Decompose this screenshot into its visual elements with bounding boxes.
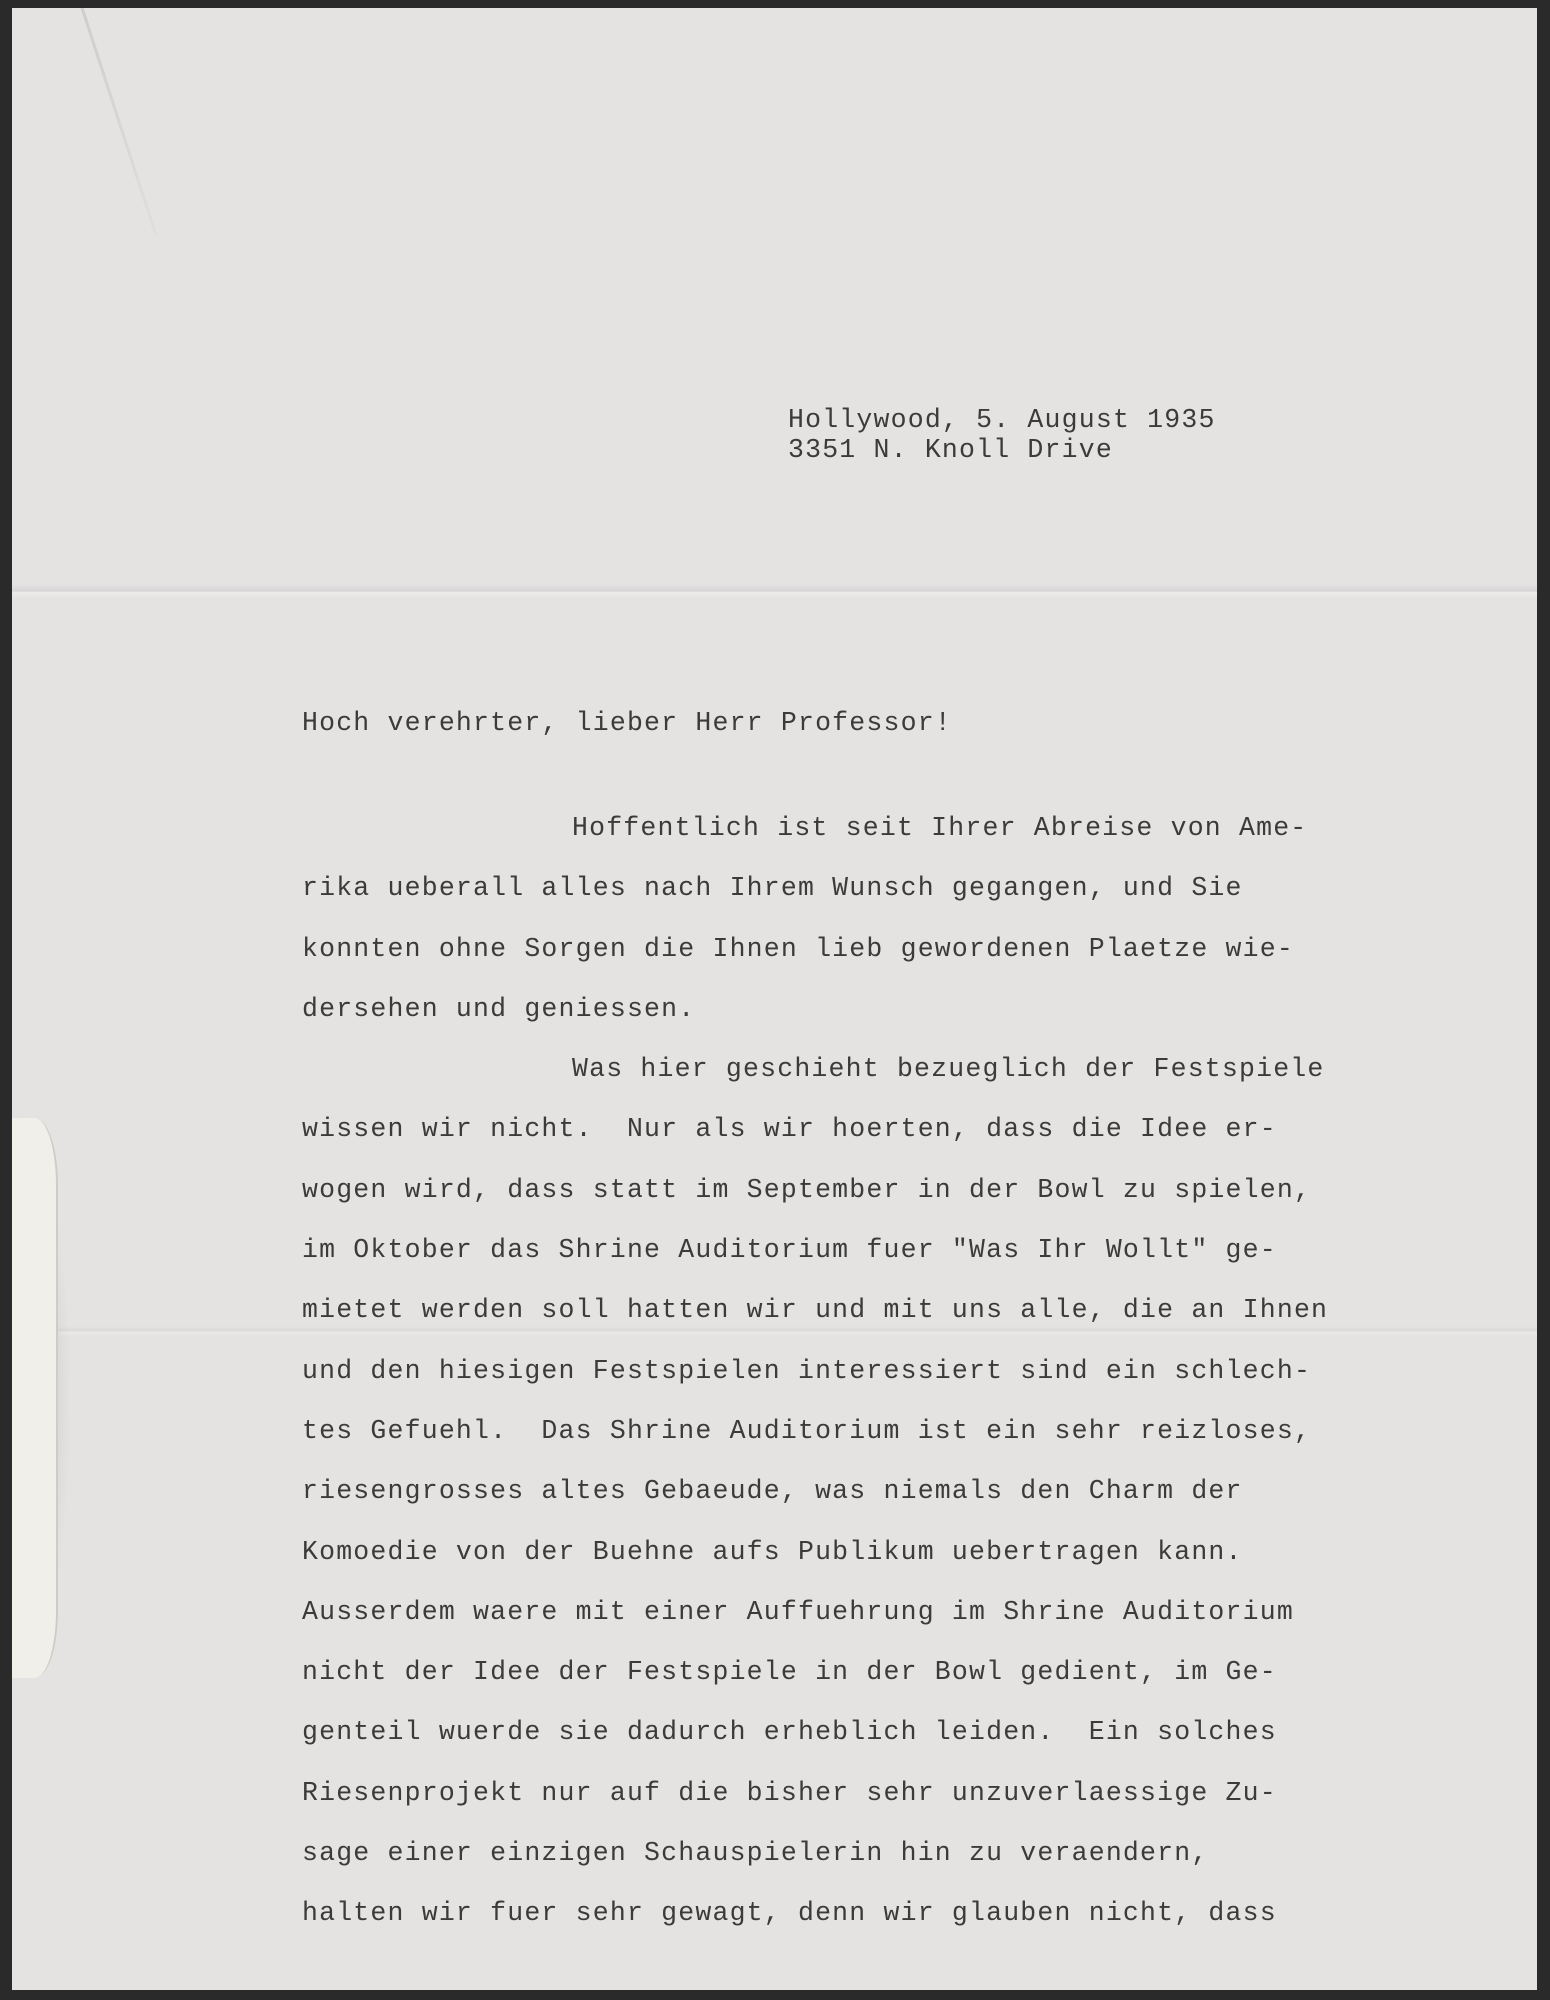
sender-address: 3351 N. Knoll Drive: [788, 435, 1113, 465]
body-line: Was hier geschieht bezueglich der Festspiele: [572, 1054, 1325, 1085]
letter-header: [788, 405, 1216, 465]
body-line: rika ueberall alles nach Ihrem Wunsch gegangen, und Sie: [302, 873, 1243, 904]
body-line: tes Gefuehl. Das Shrine Auditorium ist ein sehr reizloses,: [302, 1415, 1312, 1446]
body-line: dersehen und geniessen.: [302, 993, 696, 1024]
body-line: genteil wuerde sie dadurch erheblich leiden. Ein solches: [302, 1717, 1277, 1748]
body-line: Hoffentlich ist seit Ihrer Abreise von Ame-: [572, 813, 1308, 843]
body-line: wissen wir nicht. Nur als wir hoerten, dass die Idee er-: [302, 1114, 1277, 1145]
paper-crease: [74, 8, 157, 235]
body-line: im Oktober das Shrine Auditorium fuer "Was Ihr Wollt" ge-: [302, 1235, 1277, 1266]
body-line: konnten ohne Sorgen die Ihnen lieb gewordenen Plaetze wie-: [302, 933, 1294, 964]
body-line: Riesenprojekt nur auf die bisher sehr unzuverlaessige Zu-: [302, 1777, 1277, 1808]
underlying-sheet-edge: [12, 1118, 58, 1678]
body-line: riesengrosses altes Gebaeude, was niemals den Charm der: [302, 1476, 1243, 1507]
place-date: Hollywood, 5. August 1935: [788, 405, 1216, 435]
body-line: sage einer einzigen Schauspielerin hin zu veraendern,: [302, 1838, 1209, 1869]
body-line: Ausserdem waere mit einer Auffuehrung im Shrine Auditorium: [302, 1596, 1294, 1627]
letter-page: [12, 8, 1537, 1990]
body-line: und den hiesigen Festspielen interessiert sind ein schlech-: [302, 1355, 1312, 1386]
letter-body: [302, 798, 1328, 1944]
body-line: wogen wird, dass statt im September in der Bowl zu spielen,: [302, 1174, 1312, 1205]
body-line: Komoedie von der Buehne aufs Publikum uebertragen kann.: [302, 1536, 1243, 1567]
salutation: Hoch verehrter, lieber Herr Professor!: [302, 708, 952, 738]
body-line: nicht der Idee der Festspiele in der Bowl gedient, im Ge-: [302, 1657, 1277, 1688]
body-line: mietet werden soll hatten wir und mit uns alle, die an Ihnen: [302, 1295, 1329, 1326]
paper-fold: [12, 584, 1537, 598]
body-line: halten wir fuer sehr gewagt, denn wir glauben nicht, dass: [302, 1898, 1277, 1929]
